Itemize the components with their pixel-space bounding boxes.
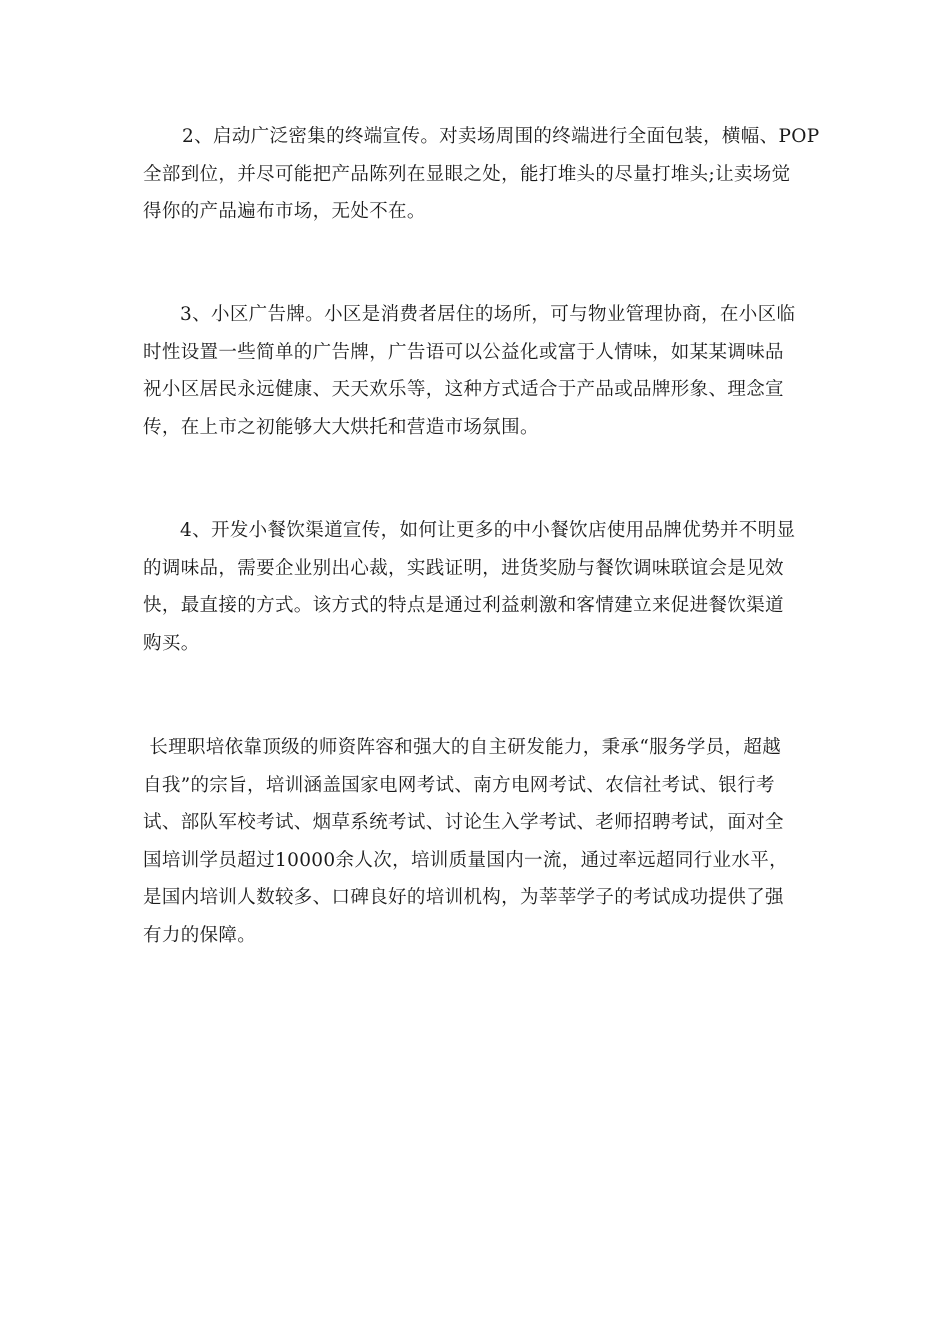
paragraph-line: 时性设置一些简单的广告牌，广告语可以公益化或富于人情味，如某某调味品 <box>143 341 784 363</box>
paragraph-line: 自我”的宗旨，培训涵盖国家电网考试、南方电网考试、农信社考试、银行考 <box>143 774 775 796</box>
paragraph-community-billboard <box>143 296 803 446</box>
paragraph-line: 国培训学员超过10000余人次，培训质量国内一流，通过率远超同行业水平， <box>143 849 788 871</box>
paragraph-line: 购买。 <box>143 632 200 654</box>
paragraph-line: 的调味品，需要企业别出心裁，实践证明，进货奖励与餐饮调味联谊会是见效 <box>143 557 784 579</box>
paragraph-line: 3、小区广告牌。小区是消费者居住的场所，可与物业管理协商，在小区临 <box>180 304 796 325</box>
paragraph-line: 祝小区居民永远健康、天天欢乐等，这种方式适合于产品或品牌形象、理念宣 <box>143 379 784 400</box>
paragraph-line: 2、启动广泛密集的终端宣传。对卖场周围的终端进行全面包装，横幅、POP <box>182 126 820 147</box>
paragraph-line: 全部到位，并尽可能把产品陈列在显眼之处，能打堆头的尽量打堆头;让卖场觉 <box>143 163 791 185</box>
paragraph-line: 有力的保障。 <box>143 924 257 946</box>
paragraph-line: 试、部队军校考试、烟草系统考试、讨论生入学考试、老师招聘考试，面对全 <box>143 812 784 833</box>
paragraph-line: 长理职培依靠顶级的师资阵容和强大的自主研发能力，秉承“服务学员，超越 <box>143 737 782 758</box>
paragraph-line: 传，在上市之初能够大大烘托和营造市场氛围。 <box>143 416 539 438</box>
paragraph-line: 是国内培训人数较多、口碑良好的培训机构，为莘莘学子的考试成功提供了强 <box>143 887 784 908</box>
paragraph-line: 快，最直接的方式。该方式的特点是通过利益刺激和客情建立来促进餐饮渠道 <box>143 595 784 616</box>
paragraph-line: 得你的产品遍布市场，无处不在。 <box>143 201 426 222</box>
paragraph-training-promo <box>143 729 803 954</box>
paragraph-catering-channel <box>143 512 803 662</box>
paragraph-line: 4、开发小餐饮渠道宣传，如何让更多的中小餐饮店使用品牌优势并不明显 <box>180 520 796 541</box>
paragraph-terminal-promotion <box>143 118 820 231</box>
